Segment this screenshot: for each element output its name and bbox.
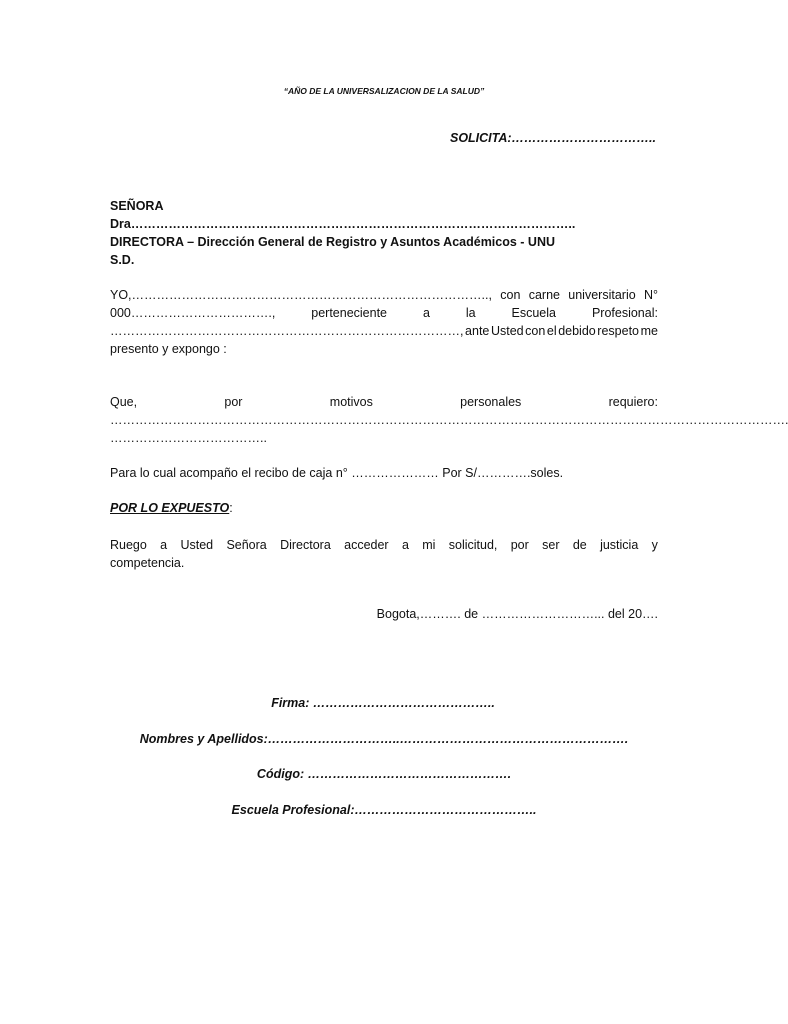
word: con <box>500 288 521 302</box>
word: Escuela <box>511 306 556 320</box>
paragraph-identification <box>110 286 658 358</box>
paragraph-line: competencia. <box>110 556 185 570</box>
por-lo-expuesto-label: POR LO EXPUESTO <box>110 501 230 515</box>
word: ante <box>465 324 490 338</box>
signature-nombres: Nombres y Apellidos:…………………………..………………………………………………. <box>139 732 629 746</box>
word: requiero: <box>608 395 658 409</box>
word: la <box>465 306 476 320</box>
signature-firma: Firma: …………………………………….. <box>271 696 495 710</box>
colon: : <box>229 501 233 515</box>
word: motivos <box>329 395 373 409</box>
paragraph-line <box>110 536 658 554</box>
paragraph-request <box>110 393 788 447</box>
word: con <box>525 324 546 338</box>
word: personales <box>460 395 522 409</box>
word: YO,………………………………………………………………………….., <box>110 288 492 302</box>
word: Usted <box>490 324 524 338</box>
word: N° <box>643 288 658 302</box>
signature-codigo: Código: …………………………………………. <box>256 767 512 781</box>
word: solicitud, <box>448 538 498 552</box>
word: Usted <box>180 538 214 552</box>
word: ser <box>542 538 560 552</box>
paragraph-plea <box>110 536 658 572</box>
word: por <box>224 395 243 409</box>
word: respeto <box>597 324 639 338</box>
place-date: Bogota,………. de ………………………... del 20…. <box>376 607 658 621</box>
word: el <box>546 324 557 338</box>
recipient-title: DIRECTORA – Dirección General de Registro y Asuntos Académicos - UNU <box>110 235 556 249</box>
word: carne <box>528 288 560 302</box>
word: 000……………………………., <box>110 306 276 320</box>
word: por <box>510 538 529 552</box>
signature-escuela: Escuela Profesional:…………………………………….. <box>231 803 537 817</box>
word: justicia <box>600 538 639 552</box>
paragraph-por-lo-expuesto <box>110 499 658 517</box>
word: mi <box>422 538 436 552</box>
word: universitario <box>568 288 636 302</box>
word: perteneciente <box>311 306 388 320</box>
recipient-block <box>110 197 658 269</box>
word: Señora <box>226 538 267 552</box>
paragraph-line <box>110 304 658 322</box>
word: Que, <box>110 395 138 409</box>
word: Profesional: <box>591 306 658 320</box>
recipient-salutation: SEÑORA <box>110 199 164 213</box>
word: a <box>401 538 409 552</box>
word: …………………………………………………………………………, <box>110 324 464 338</box>
paragraph-line: ………………………………………………………………………………………………………………………………………………. <box>110 413 788 427</box>
word: debido <box>558 324 596 338</box>
word: me <box>640 324 658 338</box>
solicita-line: SOLICITA:…………………………….. <box>449 131 656 145</box>
word: a <box>422 306 430 320</box>
word: acceder <box>344 538 389 552</box>
word: de <box>572 538 587 552</box>
paragraph-line: ……………………………….. <box>110 431 267 445</box>
word: Ruego <box>110 538 147 552</box>
word: y <box>651 538 658 552</box>
paragraph-line <box>110 322 658 340</box>
recipient-sd: S.D. <box>110 253 135 267</box>
paragraph-line <box>110 393 658 411</box>
paragraph-line <box>110 286 658 304</box>
word: Directora <box>280 538 331 552</box>
recipient-name: Dra…………………………………………………………………………………………….. <box>110 217 576 231</box>
paragraph-line: presento y expongo : <box>110 342 227 356</box>
paragraph-receipt <box>110 464 658 482</box>
paragraph-line: Para lo cual acompaño el recibo de caja n° ………………… Por S/………….soles. <box>110 466 564 480</box>
word: a <box>160 538 168 552</box>
year-title: “AÑO DE LA UNIVERSALIZACION DE LA SALUD” <box>283 86 485 96</box>
